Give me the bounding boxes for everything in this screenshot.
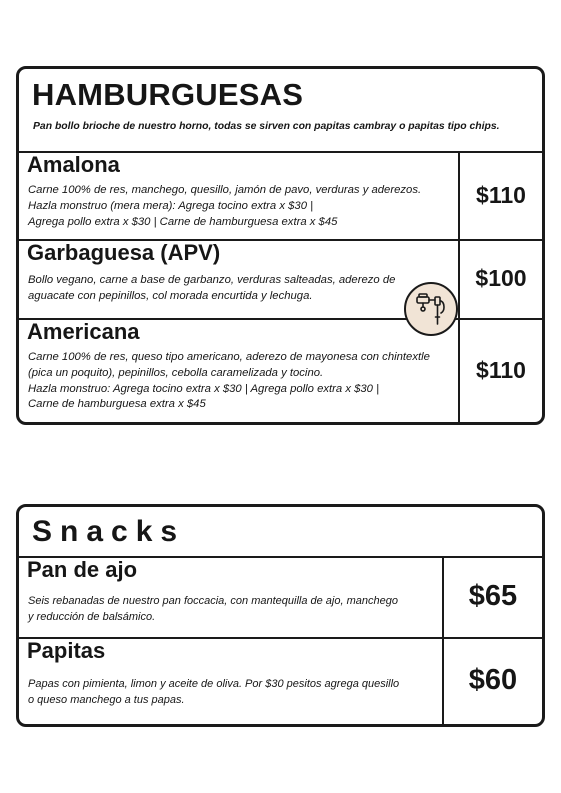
item-description: Seis rebanadas de nuestro pan foccacia, con mantequilla de ajo, manchego y reducción de balsámico.	[28, 595, 398, 623]
price-cell	[458, 239, 542, 318]
menu-item-garbaguesa	[19, 239, 542, 320]
menu-item-papitas	[19, 637, 542, 724]
item-name: Americana	[27, 319, 140, 344]
section-title: Snacks	[32, 515, 186, 548]
burgers-header	[19, 69, 542, 153]
item-price: $60	[468, 664, 518, 696]
item-price: $110	[476, 356, 526, 383]
price-cell	[458, 318, 542, 422]
item-description: Carne 100% de res, manchego, quesillo, jamón de pavo, verduras y aderezos. Hazla monstruo (mera mera): Agrega tocino extra x $30 | Agrega pollo extra x $30 | Carne de hamburguesa extra x $45	[28, 184, 422, 228]
item-name: Amalona	[27, 152, 120, 177]
tattoo-machine-icon	[404, 282, 458, 336]
price-cell	[442, 556, 542, 637]
item-price: $100	[475, 265, 527, 291]
section-title: HAMBURGUESAS	[32, 77, 304, 112]
snacks-header	[19, 507, 542, 558]
item-description: Bollo vegano, carne a base de garbanzo, verduras salteadas, aderezo de aguacate con pepinillos, col morada encurtida y lechuga.	[28, 274, 396, 302]
item-description: Papas con pimienta, limon y aceite de oliva. Por $30 pesitos agrega quesillo o queso manchego a tus papas.	[28, 678, 400, 706]
snacks-section	[16, 504, 545, 727]
item-price: $110	[476, 181, 526, 208]
item-name: Papitas	[27, 638, 106, 663]
menu-item-amalona	[19, 151, 542, 241]
item-description: Carne 100% de res, queso tipo americano, aderezo de mayonesa con chintextle (pica un poquito), pepinillos, cebolla caramelizada y tocino. Hazla monstruo: Agrega tocino extra x $30 | Agrega pollo extra x $30 | Carne de hamburguesa extra x $45	[28, 351, 430, 411]
menu-item-americana	[19, 318, 542, 422]
price-cell	[458, 151, 542, 239]
menu-item-pan-de-ajo	[19, 556, 542, 639]
item-name: Garbaguesa (APV)	[27, 240, 221, 265]
item-name: Pan de ajo	[27, 557, 138, 582]
price-cell	[442, 637, 542, 724]
section-subtitle: Pan bollo brioche de nuestro horno, todas se sirven con papitas cambray o papitas tipo chips.	[33, 121, 500, 132]
item-price: $65	[468, 580, 518, 612]
burgers-section	[16, 66, 545, 425]
